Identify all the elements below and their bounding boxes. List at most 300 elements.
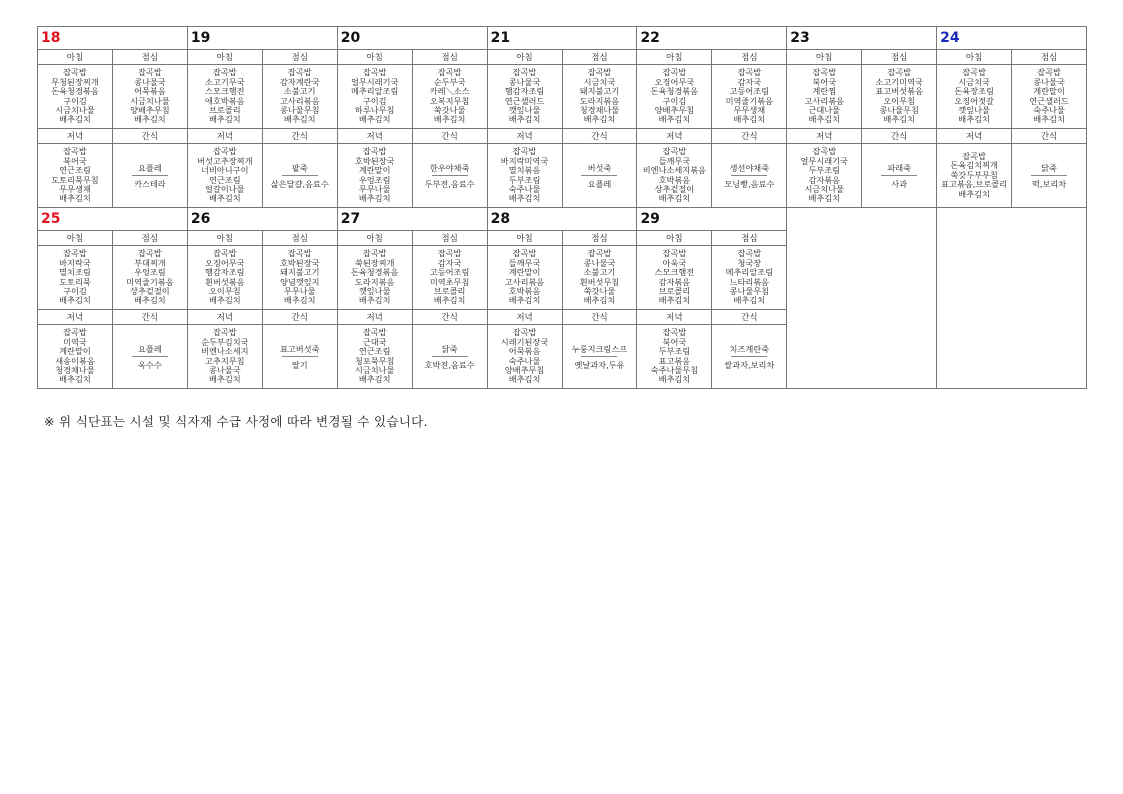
breakfast-dish: 애호박볶음	[205, 95, 245, 106]
lunch-dish: 배추김치	[883, 114, 915, 125]
dinner-dish: 어묵볶음	[508, 346, 541, 357]
breakfast-dish: 도라지볶음	[354, 276, 395, 287]
lunch-dish: 배추김치	[283, 295, 316, 306]
snack-menu	[712, 325, 787, 389]
dinner-menu	[487, 325, 562, 389]
snack-menu	[262, 144, 337, 208]
lunch-dish: 감자국	[737, 76, 762, 87]
lunch-dish: 미역줄기볶음	[725, 95, 774, 106]
breakfast-dish: 배추김치	[59, 114, 91, 125]
dinner-dish: 고추지무침	[205, 355, 245, 366]
label-snack: 간식	[862, 129, 937, 144]
snack-item: 누룽지크림스프	[571, 343, 628, 354]
breakfast-dish: 고사리볶음	[804, 95, 845, 106]
snack-menu	[112, 325, 187, 389]
snack-divider	[881, 175, 917, 176]
lunch-menu	[712, 246, 787, 310]
date-header: 25	[38, 208, 188, 231]
lunch-menu	[412, 246, 487, 310]
breakfast-dish: 햄감자조림	[504, 86, 545, 97]
snack-item: 쌀과자,보리차	[724, 359, 775, 370]
snack-item: 닭죽	[441, 343, 458, 354]
breakfast-dish: 잡곡밥	[63, 67, 87, 78]
lunch-dish: 배추김치	[134, 114, 166, 125]
lunch-dish: 배추김치	[433, 295, 466, 306]
lunch-dish: 잡곡밥	[437, 67, 462, 78]
lunch-dish: 배추김치	[733, 114, 766, 125]
lunch-menu	[112, 246, 187, 310]
lunch-dish: 쑥갓나물	[583, 285, 616, 296]
dinner-dish: 근대국	[362, 336, 387, 347]
label-lunch: 점심	[712, 50, 787, 65]
breakfast-dish: 배추김치	[958, 114, 990, 125]
week-1-row	[38, 65, 1087, 129]
snack-divider	[581, 356, 617, 357]
dinner-dish: 계란말이	[358, 165, 391, 176]
dinner-dish: 배추김치	[508, 374, 541, 385]
dinner-dish: 숙주나물무침	[650, 364, 699, 375]
dinner-dish: 연근조림	[59, 165, 91, 176]
label-lunch: 점심	[412, 231, 487, 246]
label-breakfast: 아침	[38, 231, 113, 246]
label-snack: 간식	[562, 129, 637, 144]
dinner-dish: 감자볶음	[808, 174, 841, 185]
lunch-dish: 어묵볶음	[134, 86, 166, 97]
breakfast-dish: 스모크햄전	[205, 86, 245, 97]
lunch-dish: 잡곡밥	[287, 67, 312, 78]
label-dinner: 저녁	[937, 129, 1012, 144]
lunch-dish: 청국장	[737, 257, 762, 268]
snack-item: 옥수수	[138, 359, 162, 370]
snack-item: 옛날과자,두유	[574, 359, 625, 370]
dinner-dish: 배추김치	[508, 193, 541, 204]
breakfast-dish: 아욱국	[662, 257, 687, 268]
breakfast-menu	[187, 246, 262, 310]
dinner-dish: 청경채나물	[55, 364, 95, 375]
snack-divider	[282, 175, 318, 176]
snack-item: 요플레	[138, 162, 162, 173]
lunch-dish: 소고기미역국	[875, 76, 923, 87]
label-dinner: 저녁	[187, 129, 262, 144]
dinner-dish: 콩나물국	[209, 364, 241, 375]
lunch-dish: 연근샐러드	[1029, 95, 1069, 106]
dinner-dish: 미역국	[63, 336, 87, 347]
label-breakfast: 아침	[487, 50, 562, 65]
breakfast-dish: 흰버섯볶음	[205, 276, 245, 287]
dinner-dish: 얼갈이나물	[205, 183, 245, 194]
breakfast-dish: 브로콜리	[658, 285, 691, 296]
breakfast-dish: 북어국	[812, 76, 837, 87]
breakfast-dish: 잡곡밥	[512, 67, 537, 78]
breakfast-menu	[38, 65, 113, 129]
date-header: 18	[38, 27, 188, 50]
dinner-dish: 두부조림	[508, 174, 541, 185]
label-snack: 간식	[712, 310, 787, 325]
breakfast-menu	[937, 65, 1012, 129]
dinner-dish: 도토리묵무침	[51, 174, 99, 185]
lunch-dish: 배추김치	[583, 295, 616, 306]
label-dinner: 저녁	[787, 129, 862, 144]
label-dinner: 저녁	[38, 310, 113, 325]
dinner-dish: 숙주나물	[508, 183, 541, 194]
breakfast-menu	[487, 65, 562, 129]
breakfast-dish: 고사리볶음	[504, 276, 545, 287]
dinner-menu	[38, 144, 113, 208]
snack-item: 떡,보리차	[1031, 178, 1067, 189]
breakfast-dish: 햄감자조림	[205, 267, 245, 278]
lunch-dish: 카레＼소스	[429, 86, 470, 97]
lunch-dish: 돼지불고기	[579, 86, 620, 97]
lunch-dish: 오복지무침	[429, 95, 470, 106]
label-lunch: 점심	[712, 231, 787, 246]
breakfast-dish: 오징어젓갈	[954, 95, 994, 106]
dinner-dish: 배추김치	[59, 374, 91, 385]
weekly-meal-table	[37, 26, 1087, 389]
breakfast-dish: 시금치나물	[55, 104, 95, 115]
breakfast-dish: 구이김	[362, 95, 387, 106]
date-header: 23	[787, 27, 937, 50]
breakfast-dish: 계란찜	[812, 86, 837, 97]
snack-item: 생선야채죽	[729, 162, 770, 173]
lunch-dish: 잡곡밥	[587, 67, 612, 78]
change-notice: ※ 위 식단표는 시설 및 식자재 수급 사정에 따라 변경될 수 있습니다.	[44, 414, 428, 429]
dinner-dish: 배추김치	[658, 193, 691, 204]
dinner-dish: 잡곡밥	[212, 146, 237, 157]
lunch-dish: 감자국	[437, 257, 462, 268]
lunch-dish: 미역줄기볶음	[126, 276, 174, 287]
label-snack: 간식	[112, 310, 187, 325]
label-dinner: 저녁	[637, 129, 712, 144]
lunch-dish: 콩나물국	[1033, 76, 1065, 87]
lunch-dish: 콩나물무침	[729, 285, 770, 296]
breakfast-menu	[337, 65, 412, 129]
label-snack: 간식	[112, 129, 187, 144]
breakfast-menu	[187, 65, 262, 129]
dinner-menu	[337, 325, 412, 389]
dinner-menu	[187, 325, 262, 389]
snack-item: 팥죽	[291, 162, 308, 173]
dinner-dish: 잡곡밥	[362, 146, 387, 157]
label-breakfast: 아침	[487, 231, 562, 246]
snack-item: 요플레	[138, 343, 162, 354]
label-lunch: 점심	[862, 50, 937, 65]
week-1-row	[38, 144, 1087, 208]
lunch-dish: 잡곡밥	[587, 248, 612, 259]
lunch-dish: 배추김치	[433, 114, 466, 125]
label-dinner: 저녁	[487, 310, 562, 325]
label-lunch: 점심	[262, 50, 337, 65]
snack-item: 표고버섯죽	[279, 343, 320, 354]
snack-item: 딸기	[291, 359, 308, 370]
breakfast-dish: 배추김치	[658, 114, 691, 125]
lunch-dish: 계란말이	[1033, 86, 1065, 97]
breakfast-menu	[38, 246, 113, 310]
snack-divider	[132, 175, 168, 176]
label-snack: 간식	[1012, 129, 1087, 144]
dinner-dish: 시금치나물	[354, 364, 395, 375]
breakfast-dish: 배추김치	[508, 295, 541, 306]
lunch-dish: 양념깻잎지	[279, 276, 320, 287]
label-lunch: 점심	[262, 231, 337, 246]
dinner-dish: 양배추무침	[504, 364, 545, 375]
dinner-dish: 멸치볶음	[508, 165, 541, 176]
dinner-menu	[38, 325, 113, 389]
lunch-menu	[262, 65, 337, 129]
lunch-dish: 배추김치	[583, 114, 616, 125]
dinner-dish: 잡곡밥	[512, 327, 537, 338]
dinner-dish: 비엔나소세지	[201, 346, 249, 357]
dinner-dish: 북어국	[662, 336, 687, 347]
lunch-dish: 숙주나물	[1033, 104, 1065, 115]
lunch-dish: 우엉조림	[134, 267, 166, 278]
label-snack: 간식	[262, 310, 337, 325]
label-breakfast: 아침	[38, 50, 113, 65]
breakfast-dish: 깻잎나물	[508, 104, 541, 115]
label-breakfast: 아침	[337, 231, 412, 246]
label-dinner: 저녁	[337, 129, 412, 144]
snack-divider	[1031, 175, 1067, 176]
lunch-dish: 청경채나물	[579, 104, 620, 115]
week-1-row	[38, 129, 1087, 144]
lunch-dish: 돼지불고기	[279, 267, 320, 278]
snack-item: 호박전,음료수	[424, 359, 475, 370]
lunch-dish: 콩나물국	[583, 257, 616, 268]
dinner-dish: 호박볶음	[658, 174, 691, 185]
breakfast-dish: 구이김	[63, 95, 87, 106]
lunch-dish: 순두부국	[433, 76, 466, 87]
dinner-dish: 무무생채	[59, 183, 91, 194]
dinner-dish: 잡곡밥	[812, 146, 837, 157]
lunch-dish: 잡곡밥	[437, 248, 462, 259]
dinner-dish: 우엉조림	[358, 174, 391, 185]
snack-item: 치즈계란죽	[729, 343, 770, 354]
snack-menu	[712, 144, 787, 208]
dinner-dish: 표고볶음,브로콜리	[941, 179, 1008, 190]
breakfast-dish: 근대나물	[808, 104, 841, 115]
lunch-menu	[112, 65, 187, 129]
lunch-menu	[1012, 65, 1087, 129]
lunch-dish: 시금치국	[583, 76, 616, 87]
label-breakfast: 아침	[187, 50, 262, 65]
breakfast-dish: 하루나무침	[354, 104, 395, 115]
breakfast-dish: 배추김치	[808, 114, 841, 125]
dinner-dish: 잡곡밥	[962, 150, 986, 161]
dinner-dish: 잡곡밥	[662, 327, 687, 338]
lunch-dish: 쑥갓나물	[433, 104, 466, 115]
breakfast-dish: 배추김치	[658, 295, 691, 306]
date-header: 20	[337, 27, 487, 50]
breakfast-dish: 오이무침	[209, 285, 241, 296]
label-lunch: 점심	[412, 50, 487, 65]
dinner-dish: 배추김치	[358, 193, 391, 204]
breakfast-dish: 얼무시래기국	[350, 76, 399, 87]
breakfast-dish: 스모크햄전	[654, 267, 695, 278]
snack-menu	[562, 325, 637, 389]
dinner-dish: 바지락미역국	[500, 155, 549, 166]
lunch-dish: 잡곡밥	[138, 67, 162, 78]
breakfast-dish: 잡곡밥	[662, 248, 687, 259]
dinner-menu	[187, 144, 262, 208]
lunch-dish: 배추김치	[283, 114, 316, 125]
label-dinner: 저녁	[637, 310, 712, 325]
label-snack: 간식	[262, 129, 337, 144]
lunch-menu	[862, 65, 937, 129]
dinner-dish: 배추김치	[358, 374, 391, 385]
dinner-dish: 얼무시래기국	[800, 155, 848, 166]
dinner-dish: 무무나물	[358, 183, 391, 194]
snack-item: 한우야채죽	[429, 162, 470, 173]
label-breakfast: 아침	[937, 50, 1012, 65]
label-lunch: 점심	[562, 50, 637, 65]
breakfast-dish: 소고기무국	[205, 76, 245, 87]
label-lunch: 점심	[562, 231, 637, 246]
snack-menu	[262, 325, 337, 389]
breakfast-dish: 계란말이	[508, 267, 541, 278]
date-header: 22	[637, 27, 787, 50]
dinner-dish: 호박된장국	[354, 155, 395, 166]
breakfast-menu	[337, 246, 412, 310]
lunch-dish: 표고버섯볶음	[875, 86, 923, 97]
dinner-dish: 연근조림	[358, 346, 391, 357]
lunch-dish: 소불고기	[583, 267, 616, 278]
snack-divider	[432, 356, 468, 357]
breakfast-dish: 잡곡밥	[812, 67, 837, 78]
snack-item: 두부전,음료수	[424, 178, 475, 189]
breakfast-menu	[487, 246, 562, 310]
date-header: 24	[937, 27, 1087, 50]
dinner-menu	[937, 144, 1012, 208]
snack-menu	[412, 325, 487, 389]
lunch-dish: 호박된장국	[279, 257, 320, 268]
breakfast-dish: 구이김	[662, 95, 687, 106]
dinner-dish: 연근조림	[209, 174, 241, 185]
week-1-row	[38, 27, 1087, 50]
label-dinner: 저녁	[38, 129, 113, 144]
dinner-dish: 잡곡밥	[63, 327, 87, 338]
breakfast-dish: 배추김치	[209, 114, 241, 125]
breakfast-dish: 돈육청경볶음	[650, 86, 699, 97]
label-lunch: 점심	[112, 50, 187, 65]
date-header: 28	[487, 208, 637, 231]
lunch-dish: 무무나물	[283, 285, 316, 296]
breakfast-dish: 구이김	[63, 285, 87, 296]
date-header: 21	[487, 27, 637, 50]
lunch-dish: 고등어조림	[429, 267, 470, 278]
dinner-dish: 잡곡밥	[512, 146, 537, 157]
dinner-dish: 시금치나물	[804, 183, 845, 194]
lunch-dish: 메추리알조림	[725, 267, 774, 278]
lunch-menu	[412, 65, 487, 129]
lunch-menu	[562, 65, 637, 129]
dinner-dish: 배추김치	[59, 193, 91, 204]
breakfast-dish: 무청된장찌개	[51, 76, 99, 87]
snack-item: 모닝빵,음료수	[724, 178, 775, 189]
lunch-dish: 느타리볶음	[729, 276, 770, 287]
week-2-row	[38, 208, 1087, 231]
breakfast-dish: 배추김치	[358, 295, 391, 306]
lunch-menu	[562, 246, 637, 310]
lunch-dish: 콩나물무침	[279, 104, 320, 115]
lunch-dish: 시금치나물	[130, 95, 170, 106]
dinner-dish: 배추김치	[658, 374, 691, 385]
dinner-dish: 숙주나물	[508, 355, 541, 366]
label-snack: 간식	[412, 129, 487, 144]
dinner-dish: 두부조림	[658, 346, 691, 357]
dinner-menu	[637, 144, 712, 208]
breakfast-dish: 잡곡밥	[362, 67, 387, 78]
label-dinner: 저녁	[337, 310, 412, 325]
snack-item: 버섯죽	[587, 162, 612, 173]
snack-item: 요플레	[587, 178, 612, 189]
lunch-dish: 잡곡밥	[1037, 67, 1061, 78]
dinner-dish: 순두부김치국	[201, 336, 249, 347]
breakfast-dish: 돈육청경볶음	[51, 86, 99, 97]
breakfast-dish: 배추김치	[508, 114, 541, 125]
snack-menu	[1012, 144, 1087, 208]
breakfast-dish: 쑥된장찌개	[354, 257, 395, 268]
snack-menu	[562, 144, 637, 208]
empty-day-cell	[937, 208, 1087, 389]
label-lunch: 점심	[1012, 50, 1087, 65]
breakfast-dish: 들깨무국	[508, 257, 541, 268]
dinner-dish: 배추김치	[958, 188, 990, 199]
lunch-dish: 오이무침	[883, 95, 915, 106]
snack-item: 닭죽	[1041, 162, 1057, 173]
snack-menu	[862, 144, 937, 208]
lunch-dish: 소불고기	[283, 86, 316, 97]
empty-day-cell	[787, 208, 937, 389]
breakfast-menu	[637, 246, 712, 310]
breakfast-dish: 오징어무국	[654, 76, 695, 87]
breakfast-dish: 잡곡밥	[212, 67, 237, 78]
label-breakfast: 아침	[637, 231, 712, 246]
dinner-dish: 버섯고추장찌개	[197, 155, 253, 166]
breakfast-dish: 양배추무침	[654, 104, 695, 115]
dinner-dish: 계란말이	[59, 346, 91, 357]
breakfast-dish: 잡곡밥	[362, 248, 387, 259]
breakfast-dish: 도토리묵	[59, 276, 91, 287]
lunch-dish: 미역초무침	[429, 276, 470, 287]
lunch-dish: 콩나물국	[134, 76, 166, 87]
breakfast-menu	[637, 65, 712, 129]
breakfast-dish: 감자볶음	[658, 276, 691, 287]
breakfast-dish: 돈육장조림	[954, 86, 994, 97]
breakfast-dish: 잡곡밥	[512, 248, 537, 259]
snack-divider	[581, 175, 617, 176]
breakfast-dish: 배추김치	[59, 295, 91, 306]
snack-item: 삶은달걀,음료수	[270, 178, 329, 189]
label-snack: 간식	[712, 129, 787, 144]
snack-item: 파래죽	[887, 162, 912, 173]
dinner-dish: 배추김치	[209, 374, 241, 385]
dinner-menu	[787, 144, 862, 208]
dinner-dish: 들깨무국	[658, 155, 691, 166]
label-breakfast: 아침	[637, 50, 712, 65]
label-lunch: 점심	[112, 231, 187, 246]
breakfast-dish: 잡곡밥	[962, 67, 986, 78]
dinner-dish: 잡곡밥	[662, 146, 687, 157]
snack-menu	[112, 144, 187, 208]
lunch-dish: 도라지볶음	[579, 95, 620, 106]
lunch-dish: 흰버섯무침	[579, 276, 620, 287]
label-breakfast: 아침	[337, 50, 412, 65]
breakfast-dish: 잡곡밥	[212, 248, 237, 259]
breakfast-dish: 바지락국	[59, 257, 91, 268]
breakfast-dish: 잡곡밥	[662, 67, 687, 78]
lunch-dish: 배추김치	[134, 295, 166, 306]
dinner-dish: 시래기된장국	[500, 336, 549, 347]
week-1-row	[38, 50, 1087, 65]
